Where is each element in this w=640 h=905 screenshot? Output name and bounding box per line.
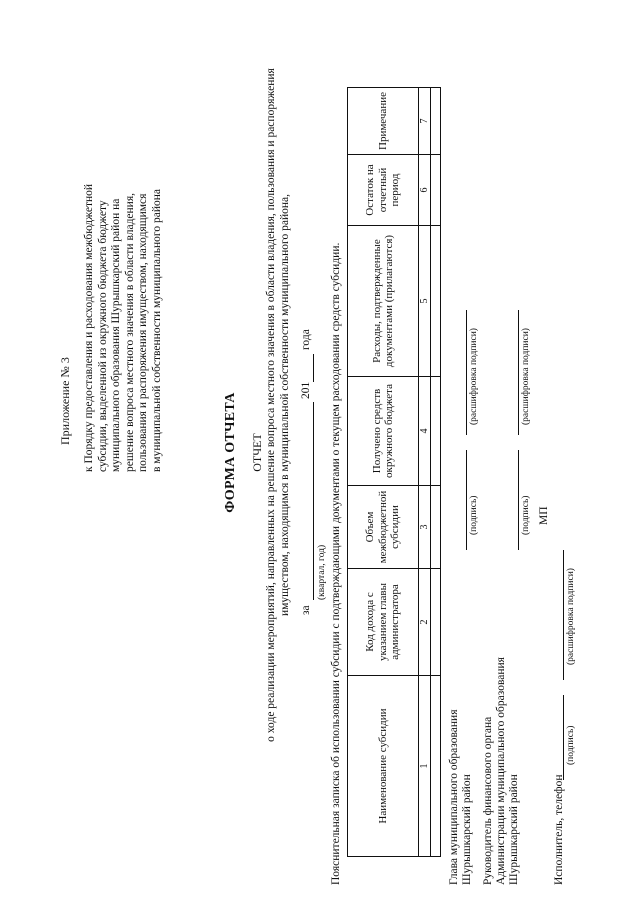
head-title-line: Шурышкарский район bbox=[461, 774, 473, 885]
report-line: имуществом, находящимся в муниципальной собственности муниципального района, bbox=[278, 193, 291, 617]
table-cell bbox=[431, 486, 441, 569]
number-cell: 7 bbox=[419, 88, 431, 155]
table-cell bbox=[431, 155, 441, 226]
annex-line: к Порядку предоставления и расходования межбюджетной bbox=[83, 183, 95, 472]
annex-line: в муниципальной собственности муниципального района bbox=[150, 189, 163, 472]
table-number-row bbox=[419, 88, 431, 857]
fin-title-line: Руководитель финансового органа bbox=[482, 716, 494, 885]
signature-line bbox=[518, 450, 519, 550]
header-cell: Расходы, подтвержденные документами (прилагаются) bbox=[348, 226, 419, 377]
fin-title-line: Администрации муниципального образования bbox=[495, 657, 507, 885]
form-title: ФОРМА ОТЧЕТА bbox=[223, 392, 238, 513]
period-blank-line bbox=[313, 402, 314, 600]
header-cell: Объем межбюджетной субсидии bbox=[348, 486, 419, 569]
table-cell bbox=[431, 377, 441, 486]
head-title-line: Глава муниципального образования bbox=[448, 709, 460, 885]
header-cell: Примечание bbox=[348, 88, 419, 155]
fin-title-line: Шурышкарский район bbox=[508, 774, 520, 885]
number-cell: 2 bbox=[419, 569, 431, 676]
decode-caption: (расшифровка подписи) bbox=[566, 568, 576, 665]
annex-title: Приложение № 3 bbox=[58, 357, 72, 445]
signature-line bbox=[563, 695, 564, 780]
period-caption: (квартал, год) bbox=[317, 544, 327, 600]
annex-description bbox=[83, 92, 165, 472]
annex-line: пользования и распоряжения имуществом, находящимся bbox=[137, 193, 150, 472]
period-prefix: за bbox=[300, 605, 312, 615]
year-blank-line bbox=[313, 354, 314, 382]
header-cell: Наименование субсидии bbox=[348, 676, 419, 857]
header-cell: Остаток на отчетный период bbox=[348, 155, 419, 226]
report-line: о ходе реализации мероприятий, направленных на решение вопроса местного значения в области владения, пользования и распоряжения bbox=[265, 68, 277, 742]
number-cell: 6 bbox=[419, 155, 431, 226]
header-cell: Код дохода с указанием главы администратора bbox=[348, 569, 419, 676]
report-description bbox=[265, 25, 292, 785]
number-cell: 4 bbox=[419, 377, 431, 486]
decode-caption: (расшифровка подписи) bbox=[469, 328, 479, 425]
annex-line: решение вопроса местного значения в области владения, bbox=[123, 193, 136, 472]
signature-caption: (подпись) bbox=[521, 495, 531, 535]
table-cell bbox=[431, 676, 441, 857]
decode-line bbox=[466, 310, 467, 435]
signature-caption: (подпись) bbox=[566, 725, 576, 765]
table-cell bbox=[431, 226, 441, 377]
decode-line bbox=[563, 550, 564, 680]
table-row bbox=[431, 88, 441, 857]
annex-line: субсидии, выделенной из окружного бюджета бюджету bbox=[96, 200, 109, 472]
report-title: ОТЧЕТ bbox=[250, 433, 264, 472]
stamp-mark: МП bbox=[538, 506, 550, 525]
subsidy-table bbox=[347, 87, 441, 857]
header-cell: Получено средств окружного бюджета bbox=[348, 377, 419, 486]
number-cell: 5 bbox=[419, 226, 431, 377]
table-header-row bbox=[348, 88, 419, 857]
decode-line bbox=[518, 310, 519, 435]
decode-caption: (расшифровка подписи) bbox=[521, 328, 531, 425]
period-suffix: года bbox=[300, 329, 312, 350]
table-cell bbox=[431, 88, 441, 155]
number-cell: 1 bbox=[419, 676, 431, 857]
number-cell: 3 bbox=[419, 486, 431, 569]
period-year: 201 bbox=[300, 381, 312, 399]
executor-label: Исполнитель, телефон bbox=[553, 774, 565, 885]
annex-line: муниципального образования Шурышкарский район на bbox=[110, 198, 123, 472]
signature-caption: (подпись) bbox=[469, 495, 479, 535]
explanatory-note: Пояснительная записка об использовании субсидии с подтверждающими документами о текущем расходовании средств субсидии. bbox=[330, 242, 342, 885]
table-cell bbox=[431, 569, 441, 676]
signature-line bbox=[466, 450, 467, 550]
